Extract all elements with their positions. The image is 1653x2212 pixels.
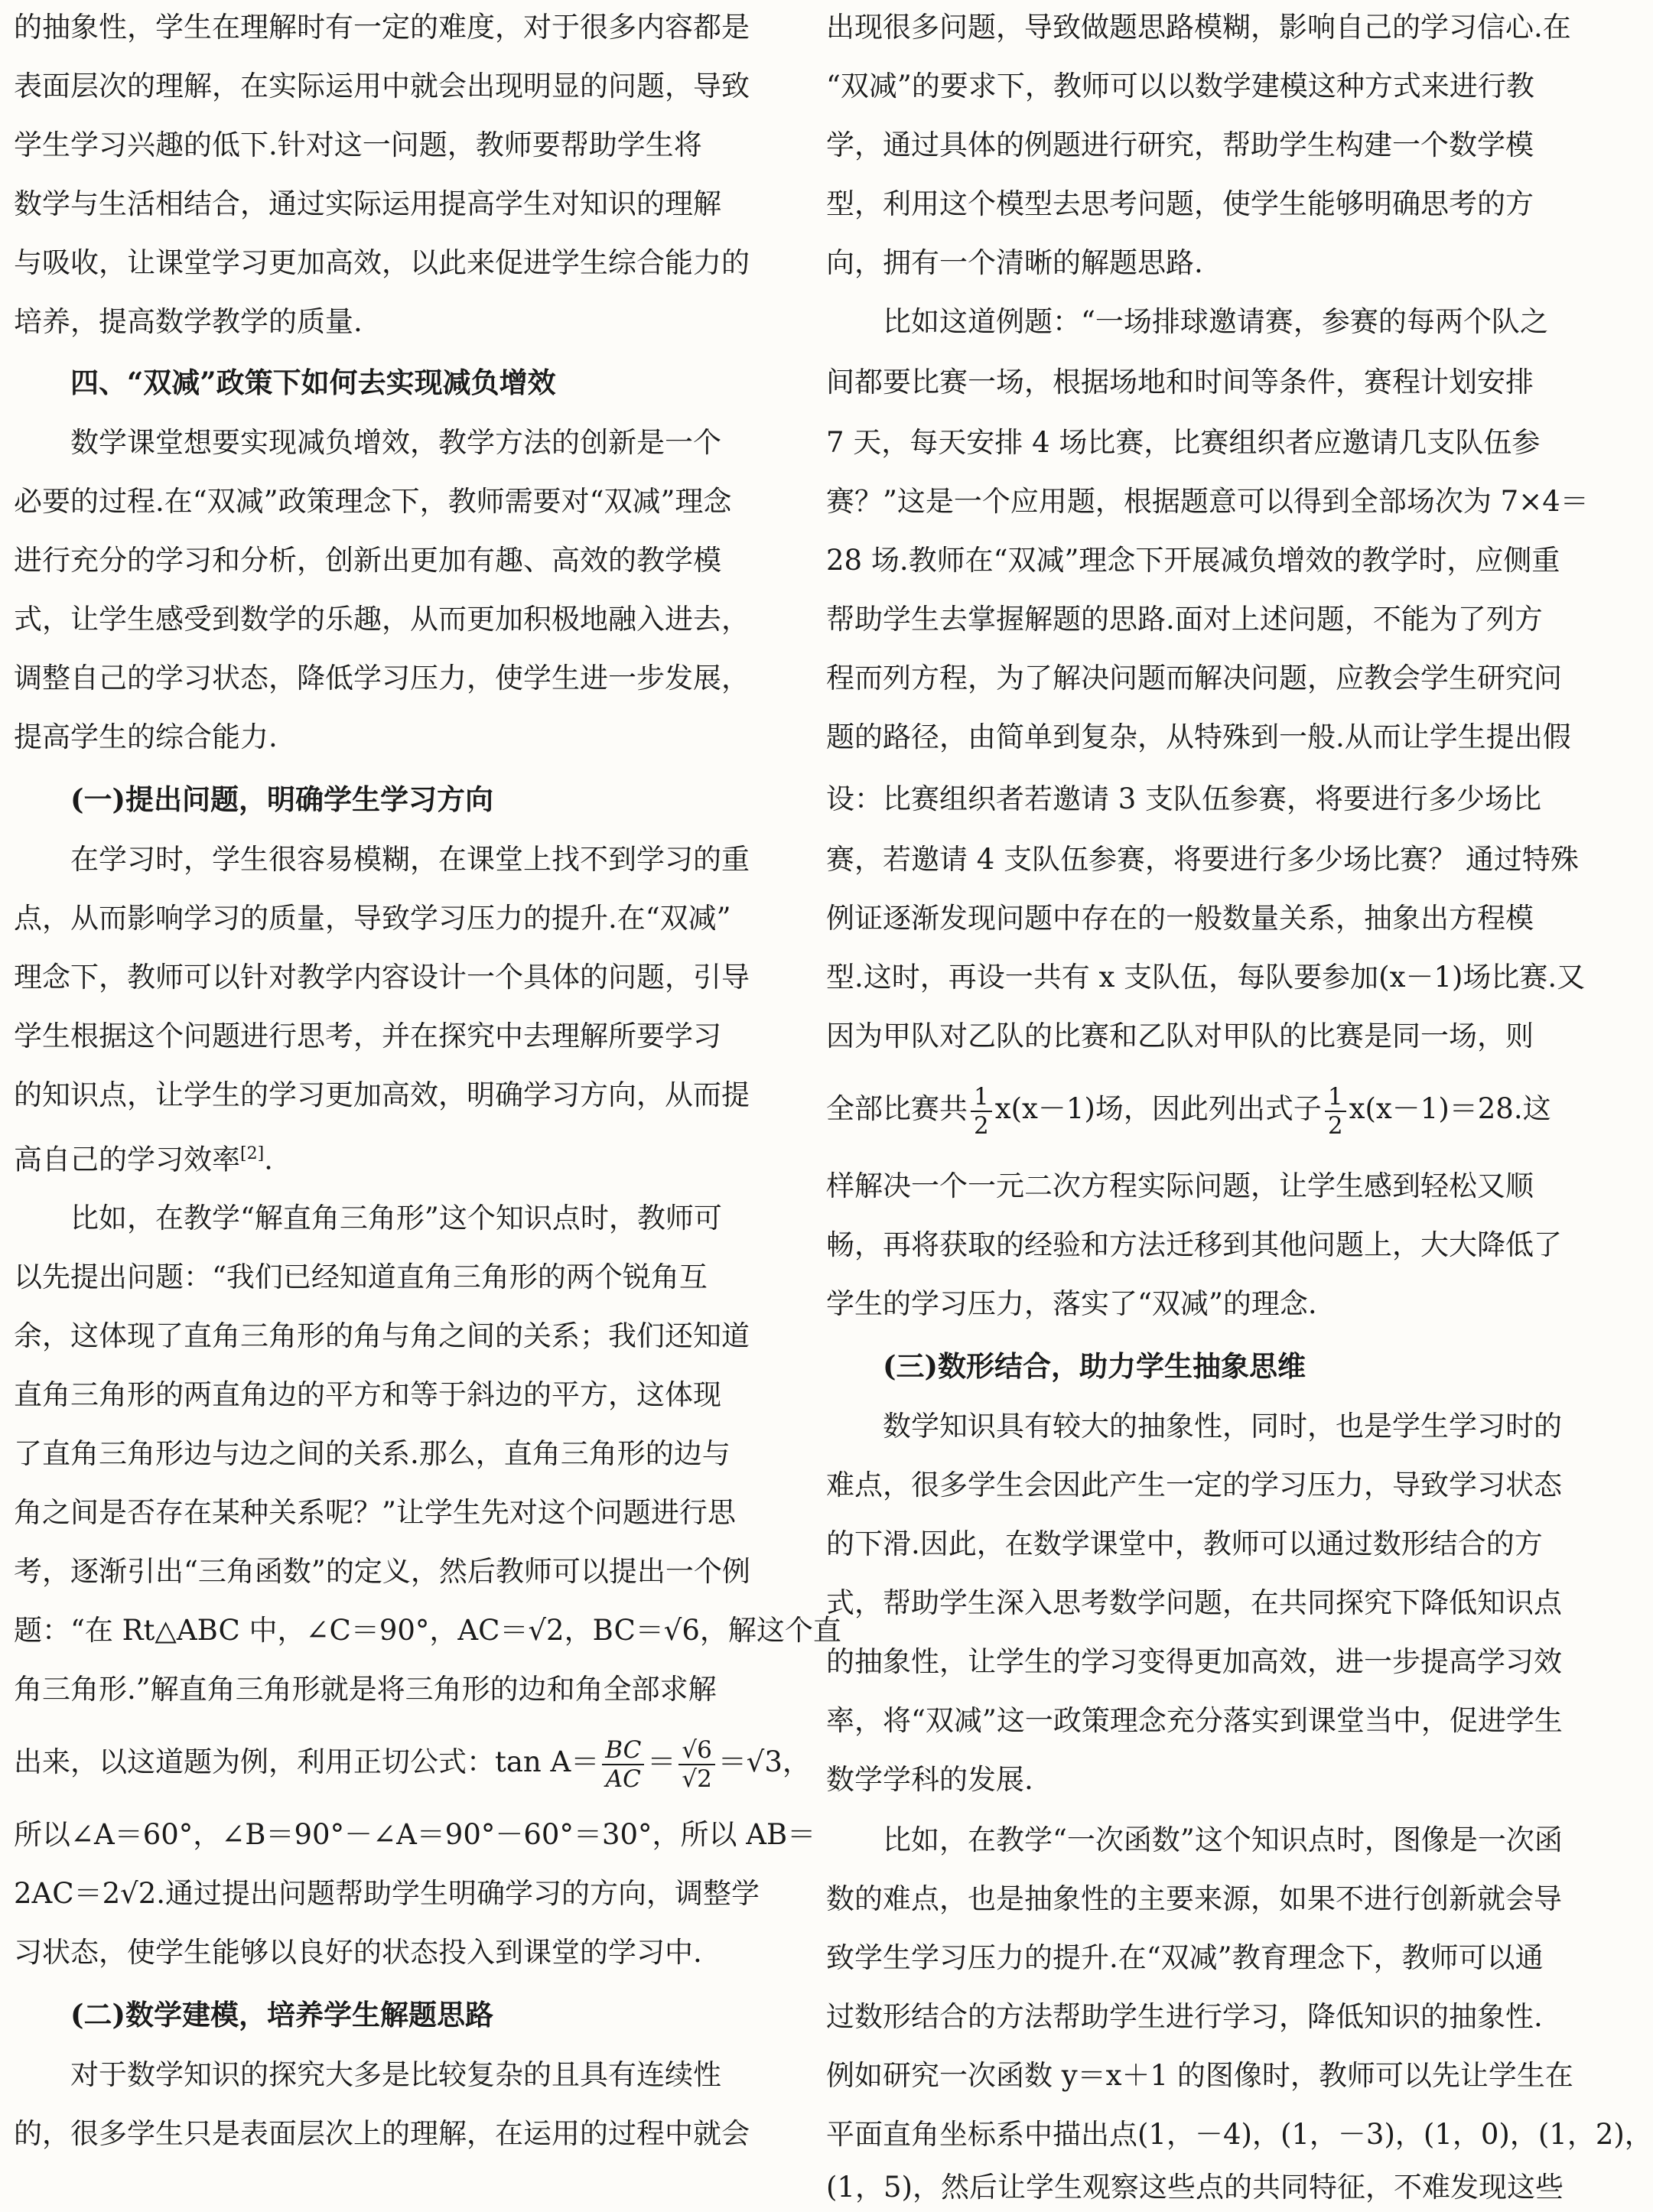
text-line: 学生学习兴趣的低下.针对这一问题，教师要帮助学生将 (14, 128, 702, 161)
text-line: 样解决一个一元二次方程实际问题，让学生感到轻松又顺 (826, 1169, 1534, 1202)
text-line: 例证逐渐发现问题中存在的一般数量关系，抽象出方程模 (826, 902, 1534, 935)
fraction-denominator: 2 (1327, 1111, 1343, 1140)
text-line: 的抽象性，学生在理解时有一定的难度，对于很多内容都是 (14, 11, 750, 44)
text-line: 的抽象性，让学生的学习变得更加高效，进一步提高学习效 (826, 1645, 1562, 1678)
fraction-one-half (971, 1083, 992, 1140)
text-line: 数学课堂想要实现减负增效，教学方法的创新是一个 (14, 426, 721, 459)
text-line: 的知识点，让学生的学习更加高效，明确学习方向，从而提 (14, 1078, 750, 1111)
equals-sign: ＝ (647, 1745, 676, 1778)
text-line: 帮助学生去掌握解题的思路.面对上述问题，不能为了列方 (826, 603, 1543, 636)
text-line: “双减”的要求下，教师可以以数学建模这种方式来进行教 (826, 70, 1534, 102)
text-line: 出现很多问题，导致做题思路模糊，影响自己的学习信心.在 (826, 11, 1571, 44)
fraction-numerator: BC (602, 1736, 644, 1765)
text-line: 对于数学知识的探究大多是比较复杂的且具有连续性 (14, 2058, 721, 2091)
text-line: 赛，若邀请 4 支队伍参赛，将要进行多少场比赛？ 通过特殊 (826, 843, 1579, 876)
text-line: 间都要比赛一场，根据场地和时间等条件，赛程计划安排 (826, 366, 1534, 398)
text-line: 学，通过具体的例题进行研究，帮助学生构建一个数学模 (826, 128, 1534, 161)
text-line: 培养，提高数学教学的质量. (14, 305, 363, 338)
text-line: 因为甲队对乙队的比赛和乙队对甲队的比赛是同一场，则 (826, 1020, 1534, 1052)
text-span: 高自己的学习效率 (14, 1143, 240, 1176)
text-line: 比如，在教学“一次函数”这个知识点时，图像是一次函 (826, 1823, 1563, 1856)
text-line: 表面层次的理解，在实际运用中就会出现明显的问题，导致 (14, 70, 750, 102)
fraction-denominator: AC (605, 1765, 641, 1793)
subsection-heading: (三)数形结合，助力学生抽象思维 (883, 1349, 1306, 1383)
text-line: 调整自己的学习状态，降低学习压力，使学生进一步发展， (14, 662, 750, 695)
text-line: 理念下，教师可以针对教学内容设计一个具体的问题，引导 (14, 961, 750, 994)
text-line: 了直角三角形边与边之间的关系.那么，直角三角形的边与 (14, 1437, 731, 1470)
text-span: 出来，以这道题为例，利用正切公式：tan A＝ (14, 1745, 600, 1778)
text-line: 题的路径，由简单到复杂，从特殊到一般.从而让学生提出假 (826, 721, 1571, 753)
text-line: 考，逐渐引出“三角函数”的定义，然后教师可以提出一个例 (14, 1555, 750, 1588)
text-line: 角之间是否存在某种关系呢？”让学生先对这个问题进行思 (14, 1496, 736, 1529)
fraction-numerator: 1 (971, 1083, 992, 1112)
text-span: 全部比赛共 (826, 1092, 968, 1125)
text-line: 学生的学习压力，落实了“双减”的理念. (826, 1287, 1317, 1320)
formula-line (14, 1730, 811, 1794)
text-line: 比如这道例题：“一场排球邀请赛，参赛的每两个队之 (826, 305, 1548, 338)
text-line: 7 天，每天安排 4 场比赛，比赛组织者应邀请几支队伍参 (826, 426, 1541, 459)
citation-ref: [2] (240, 1144, 265, 1163)
text-line: 进行充分的学习和分析，创新出更加有趣、高效的教学模 (14, 544, 721, 577)
fraction-bc-ac (602, 1736, 644, 1793)
text-line: 致学生学习压力的提升.在“双减”教育理念下，教师可以通 (826, 1941, 1544, 1974)
text-span: x(x－1)场，因此列出式子 (994, 1092, 1322, 1125)
text-span: . (264, 1143, 273, 1176)
text-line: 比如，在教学“解直角三角形”这个知识点时，教师可 (14, 1202, 722, 1234)
text-line: 的，很多学生只是表面层次上的理解，在运用的过程中就会 (14, 2117, 750, 2150)
text-line: 题：“在 Rt△ABC 中，∠C＝90°，AC＝√2，BC＝√6，解这个直 (14, 1614, 841, 1647)
text-span: ＝√3， (717, 1745, 811, 1778)
text-line: 直角三角形的两直角边的平方和等于斜边的平方，这体现 (14, 1378, 721, 1411)
text-line: 数的难点，也是抽象性的主要来源，如果不进行创新就会导 (826, 1882, 1562, 1915)
text-line: 数学知识具有较大的抽象性，同时，也是学生学习时的 (826, 1410, 1562, 1443)
text-line: 例如研究一次函数 y＝x＋1 的图像时，教师可以先让学生在 (826, 2059, 1573, 2092)
text-line: 型.这时，再设一共有 x 支队伍，每队要参加(x－1)场比赛.又 (826, 961, 1586, 994)
fraction-numerator: √6 (678, 1736, 714, 1765)
text-line: 程而列方程，为了解决问题而解决问题，应教会学生研究问 (826, 662, 1562, 695)
text-line: 所以∠A＝60°，∠B＝90°－∠A＝90°－60°＝30°，所以 AB＝ (14, 1818, 816, 1851)
text-line: 以先提出问题：“我们已经知道直角三角形的两个锐角互 (14, 1261, 708, 1293)
fraction-sqrt6-sqrt2 (678, 1736, 714, 1793)
text-line: 式，让学生感受到数学的乐趣，从而更加积极地融入进去， (14, 603, 750, 636)
text-line: 数学学科的发展. (826, 1763, 1033, 1796)
text-line: 与吸收，让课堂学习更加高效，以此来促进学生综合能力的 (14, 246, 750, 279)
text-line: 数学与生活相结合，通过实际运用提高学生对知识的理解 (14, 187, 721, 220)
fraction-denominator: 2 (974, 1111, 989, 1140)
text-line: 平面直角坐标系中描出点(1，－4)，(1，－3)，(1，0)，(1，2)， (826, 2118, 1653, 2151)
text-line: 2AC＝2√2.通过提出问题帮助学生明确学习的方向，调整学 (14, 1877, 760, 1910)
fraction-numerator: 1 (1325, 1083, 1346, 1112)
text-line: (1，5)，然后让学生观察这些点的共同特征，不难发现这些 (826, 2171, 1564, 2204)
text-line: 过数形结合的方法帮助学生进行学习，降低知识的抽象性. (826, 2000, 1543, 2033)
text-line: 畅，再将获取的经验和方法迁移到其他问题上，大大降低了 (826, 1228, 1562, 1261)
text-line: 难点，很多学生会因此产生一定的学习压力，导致学习状态 (826, 1469, 1562, 1501)
text-line: 率，将“双减”这一政策理念充分落实到课堂当中，促进学生 (826, 1704, 1563, 1737)
text-line: 在学习时，学生很容易模糊，在课堂上找不到学习的重 (14, 843, 750, 876)
text-line: 的下滑.因此，在数学课堂中，教师可以通过数形结合的方 (826, 1527, 1543, 1560)
text-line: 向，拥有一个清晰的解题思路. (826, 246, 1203, 279)
text-line: 点，从而影响学习的质量，导致学习压力的提升.在“双减” (14, 902, 731, 935)
text-line: 型，利用这个模型去思考问题，使学生能够明确思考的方 (826, 187, 1534, 220)
fraction-one-half (1325, 1083, 1346, 1140)
text-line: 必要的过程.在“双减”政策理念下，教师需要对“双减”理念 (14, 485, 732, 518)
fraction-denominator: √2 (682, 1765, 712, 1793)
text-line: 式，帮助学生深入思考数学问题，在共同探究下降低知识点 (826, 1586, 1562, 1619)
text-line: 赛？”这是一个应用题，根据题意可以得到全部场次为 7×4＝ (826, 485, 1589, 518)
text-line: 角三角形.”解直角三角形就是将三角形的边和角全部求解 (14, 1673, 717, 1706)
text-line: 提高学生的综合能力. (14, 721, 278, 753)
subsection-heading: (一)提出问题，明确学生学习方向 (70, 782, 494, 816)
subsection-heading: (二)数学建模，培养学生解题思路 (70, 1998, 494, 2031)
text-line: 习状态，使学生能够以良好的状态投入到课堂的学习中. (14, 1936, 702, 1969)
text-line: 设：比赛组织者若邀请 3 支队伍参赛，将要进行多少场比 (826, 782, 1542, 815)
text-line: 学生根据这个问题进行思考，并在探究中去理解所要学习 (14, 1020, 721, 1052)
text-span: x(x－1)＝28.这 (1349, 1092, 1551, 1125)
formula-line (826, 1077, 1567, 1141)
section-heading: 四、“双减”政策下如何去实现减负增效 (70, 366, 556, 399)
text-line (14, 1131, 754, 1177)
text-line: 28 场.教师在“双减”理念下开展减负增效的教学时，应侧重 (826, 544, 1560, 577)
text-line: 余，这体现了直角三角形的角与角之间的关系；我们还知道 (14, 1319, 750, 1352)
